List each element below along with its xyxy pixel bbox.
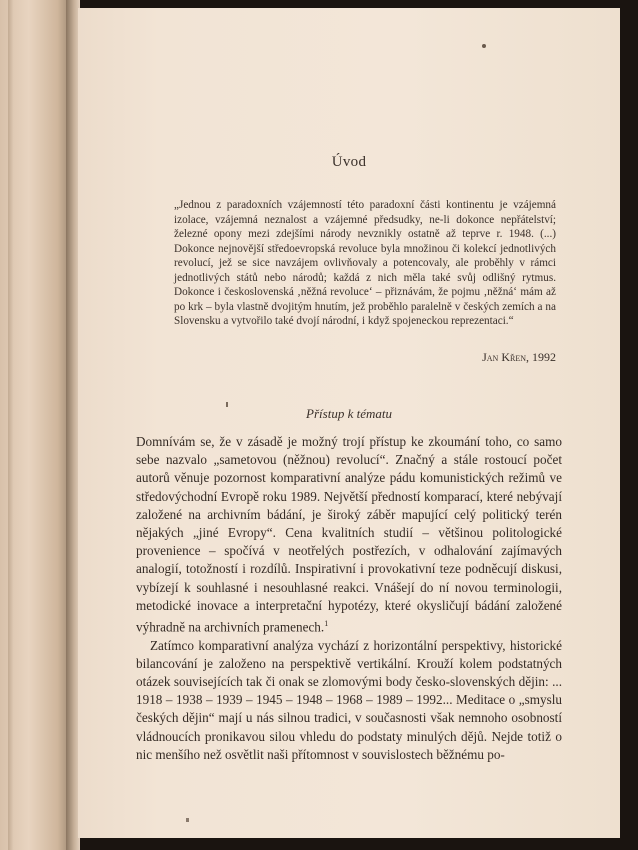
paragraph: Zatímco komparativní analýza vychází z horizontální perspektivy, historické bilancování je založeno na perspektivě vertikální. Krouží kolem podstatných otázek souvisejících tak či onak se zlomovými body česko-slovenských dějin: ... 1918 – 1938 – 1939 – 1945 – 1948 – 1968 – 1989 – 1992... Meditace o „smyslu českých dějin“ mají u nás silnou tradici, v současnosti však nemnoho osobností vládnoucích pronikavou silou vhledu do podstaty minulých dějů. Nejde totiž o nic menšího než osvětlit naši přítomnost v souvislostech běžnému po-	[136, 637, 562, 762]
epigraph-author: Jan Křen	[482, 350, 526, 364]
section-subheading: Přístup k tématu	[306, 406, 392, 421]
speck-mark	[186, 818, 189, 822]
body-text	[136, 433, 562, 764]
page-stack-edge	[8, 0, 14, 850]
paragraph	[136, 433, 562, 637]
paragraph-text: Domnívám se, že v zásadě je možný trojí přístup ke zkoumání toho, co samo sebe nazvalo „sametovou (něžnou) revolucí“. Značný a stále rostoucí počet autorů věnuje pozornost komparativní analýze pádu komunistických režimů ve středovýchodní Evropě roku 1989. Největší předností komparací, které nebývají založené na archivním bádání, je široký záběr mapující celý politický terén nějakých „jiné Evropy“. Cena kvalitních studií – většinou politologické provenience – spočívá v neotřelých postřezích, v odhalování zajímavých analogií, totožností i rozdílů. Inspirativní i provokativní teze podněcují diskusi, vybízejí k souhlasné i nesouhlasné reakci. Vnášejí do ní novou terminologii, metodické inovace a interpretační hypotézy, které okysličují bádání založené výhradně na archivních pramenech.	[136, 434, 562, 635]
epigraph-year: 1992	[532, 350, 556, 364]
epigraph-attribution: Jan Křen, 1992	[482, 350, 556, 364]
chapter-heading: Úvod	[331, 154, 367, 170]
epigraph-quote: „Jednou z paradoxních vzájemností této paradoxní části kontinentu je vzájemná izolace, vzájemná neznalost a vzájemné předsudky, ne-li dokonce nepřátelství; železné opony mezi zdejšími národy nevznikly ostatně až teprve r. 1948. (...) Dokonce nejnovější středoevropská revoluce byla množinou či kolekcí jednotlivých revolucí, jež se sice navzájem ovlivňovaly a potencovaly, ale proběhly v rámci jednotlivých států nebo národů; každá z nich měla také svůj odlišný rytmus. Dokonce i československá ‚něžná revoluce‘ – přiznávám, že pojmu ‚něžná‘ mám až po krk – byla vlastně dvojitým hnutím, jež proběhlo paralelně v českých zemích a na Slovensku a vytvořilo také dvojí národní, i když spojeneckou reprezentaci.“	[174, 199, 556, 327]
right-page	[78, 8, 620, 838]
footnote-marker: 1	[324, 619, 329, 629]
speck-mark	[482, 44, 486, 48]
